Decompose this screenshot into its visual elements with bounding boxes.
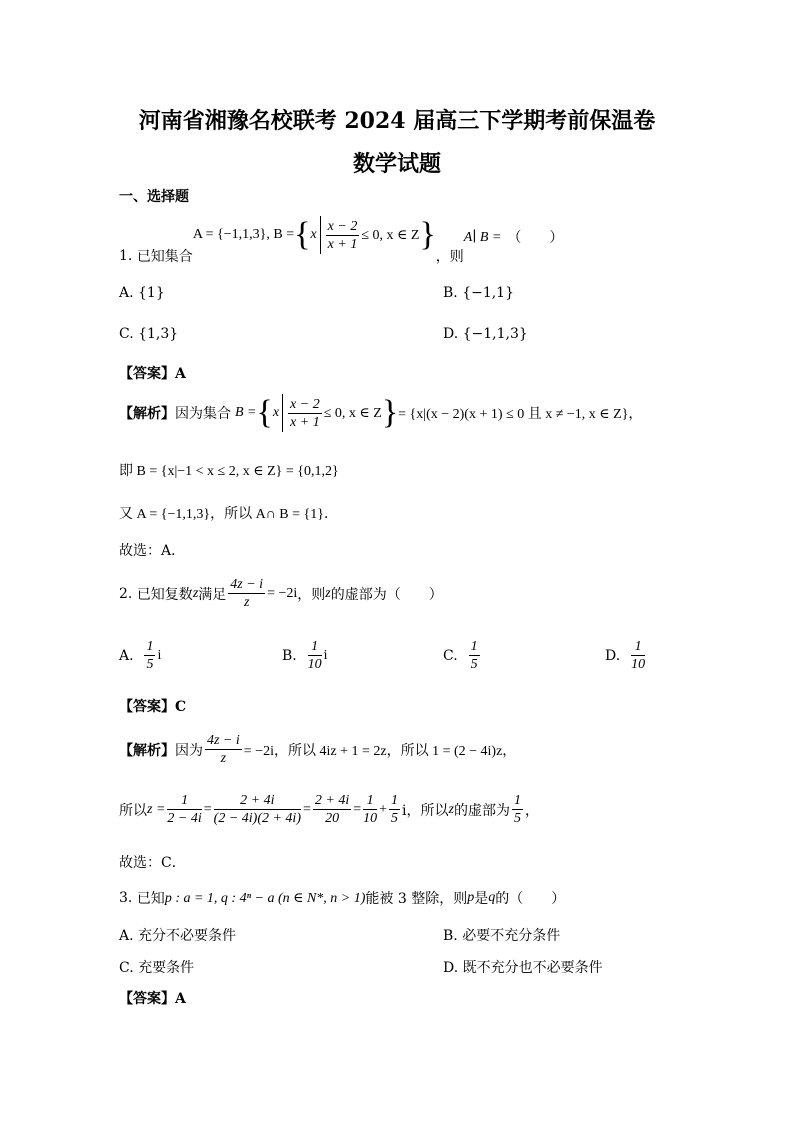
fraction-denominator: 2 − 4i xyxy=(167,811,202,826)
analysis-text: 所以 xyxy=(119,802,147,819)
fraction-denominator: x + 1 xyxy=(327,236,358,252)
analysis-text: z = xyxy=(147,801,166,817)
fraction-denominator: z xyxy=(243,595,250,610)
option-c xyxy=(443,638,482,673)
question-text: 的虚部为（ ） xyxy=(330,586,443,603)
question-text: 已知复数 xyxy=(136,586,193,603)
var-q: q xyxy=(488,890,496,905)
fraction-numerator: x − 2 xyxy=(327,218,358,234)
question-3 xyxy=(119,888,565,908)
fraction-denominator: 5 xyxy=(513,811,521,826)
answer-paren: （ ） xyxy=(507,230,564,246)
set-b: B = xyxy=(235,405,257,420)
fraction xyxy=(205,732,242,767)
fraction-denominator: 20 xyxy=(325,811,340,826)
analysis-label: 【解析】 xyxy=(119,406,175,422)
analysis-line-3: 又 A = {−1,1,3}，所以 A∩ B = {1}． xyxy=(119,507,338,522)
analysis-result: = {x|(x − 2)(x + 1) ≤ 0 且 x ≠ −1, x ∈ Z}， xyxy=(398,407,643,422)
conclusion-1: 故选：A． xyxy=(119,543,186,559)
option-a: A. {1} xyxy=(119,285,165,301)
imaginary-unit: i xyxy=(157,647,162,663)
fraction-denominator: 5 xyxy=(391,811,399,826)
var-z: z xyxy=(325,585,331,601)
fraction-numerator: 4z − i xyxy=(207,733,240,748)
analysis-2 xyxy=(119,732,516,767)
fraction-denominator: x + 1 xyxy=(290,414,320,430)
condition: ≤ 0, x ∈ Z xyxy=(323,405,382,421)
fraction-numerator: 2 + 4i xyxy=(314,793,350,808)
analysis-text: = −2i，所以 4iz + 1 = 2z，所以 1 = (2 − 4i)z， xyxy=(243,743,517,759)
document-title: 河南省湘豫名校联考 2024 届高三下学期考前保温卷 xyxy=(138,108,656,134)
fraction-numerator: 1 xyxy=(363,792,377,810)
question-1: 1. 已知集合 A = {−1,1,3} , B = { x $\frac{x - 2}{x + 1}$ ≤ 0, x ∈ Z } ，则 A∣ B = （ ） xyxy=(119,216,564,265)
fraction xyxy=(228,576,265,611)
question-text: ，则 xyxy=(297,586,326,603)
option-label: B. xyxy=(282,647,297,664)
option-label: C. xyxy=(443,647,458,664)
option-b xyxy=(282,638,328,673)
fraction-denominator: 10 xyxy=(363,811,378,826)
question-text: 是 xyxy=(474,891,489,907)
fraction-numerator: 1 xyxy=(167,792,201,810)
var-z: z xyxy=(448,801,454,817)
analysis-1: 【解析】 因为集合 B = { x $\frac{x - 2}{x + 1}$ ≤ 0, x ∈ Z } = {x|(x − 2)(x + 1) ≤ 0 且 x ≠ −1, x ∈ Z}， xyxy=(119,394,643,431)
var-x: x xyxy=(310,227,317,242)
question-text: 能被 3 整除，则 xyxy=(365,891,468,907)
fraction-numerator: 1 xyxy=(631,638,645,656)
fraction-numerator: 4z − i xyxy=(230,577,264,592)
fraction-numerator: 1 xyxy=(308,638,322,656)
question-text: 已知 xyxy=(136,891,165,907)
analysis-text: 因为集合 xyxy=(175,406,231,422)
option-a xyxy=(119,638,161,673)
fraction-numerator: 2 + 4i xyxy=(214,792,301,810)
option-d xyxy=(605,638,647,673)
question-text: 的（ ） xyxy=(495,891,566,907)
question-text: 已知集合 xyxy=(136,249,193,265)
option-d: D. {−1,1,3} xyxy=(443,326,528,342)
question-then: ，则 xyxy=(435,249,464,265)
analysis-line-2: 即 B = {x|−1 < x ≤ 2, x ∈ Z} = {0,1,2} xyxy=(119,464,339,479)
question-number: 3. xyxy=(119,890,133,906)
fraction-denominator: 10 xyxy=(631,657,646,672)
fraction-denominator: z xyxy=(220,751,227,766)
fraction-numerator: 1 xyxy=(146,639,154,654)
fraction-denominator: 10 xyxy=(307,657,322,672)
answer-1: 【答案】A xyxy=(119,366,186,382)
section-heading: 一、选择题 xyxy=(119,189,189,205)
question-text: 满足 xyxy=(198,586,227,603)
option-b: B. 必要不充分条件 xyxy=(443,928,561,944)
document-subtitle: 数学试题 xyxy=(352,151,441,177)
option-d: D. 既不充分也不必要条件 xyxy=(443,960,603,976)
condition: ≤ 0, x ∈ Z xyxy=(361,227,420,243)
fraction xyxy=(288,396,322,431)
analysis-text: 因为 xyxy=(175,742,203,759)
expression: A∣ B = xyxy=(463,229,502,245)
fraction-denominator: (2 − 4i)(2 + 4i) xyxy=(213,811,301,826)
fraction-numerator: x − 2 xyxy=(290,396,320,412)
equation: = −2i xyxy=(267,585,298,601)
fraction xyxy=(326,218,360,253)
set-a: A = {−1,1,3} xyxy=(192,227,267,242)
question-number: 2. xyxy=(119,585,133,602)
fraction-numerator: 1 xyxy=(391,793,399,808)
option-a: A. 充分不必要条件 xyxy=(119,928,237,944)
option-c: C. {1,3} xyxy=(119,326,179,342)
option-label: D. xyxy=(605,647,621,664)
option-label: A. xyxy=(119,647,134,664)
var-p: p xyxy=(467,890,475,905)
answer-2: 【答案】C xyxy=(119,699,187,715)
answer-3: 【答案】A xyxy=(119,991,186,1007)
fraction-denominator: 5 xyxy=(470,657,478,672)
set-b-lead: , B = xyxy=(266,227,295,242)
fraction-denominator: 5 xyxy=(146,657,154,672)
conclusion-2: 故选：C． xyxy=(119,855,186,871)
analysis-label: 【解析】 xyxy=(119,742,175,759)
analysis-text: i，所以 xyxy=(402,802,449,819)
var-x: x xyxy=(272,405,280,420)
analysis-2-line-2: 所以 z = $\frac{1}{2 - 4i}$ = $\frac{2 + 4i}{(2 - 4i)(2 + 4i)}$ = $\frac{2 + 4i}{20}$ = $\frac{1}{10}$ + $\frac{1}{5}$ i，所以 z 的虚部为 $\frac{1}{5}$ ， xyxy=(119,793,539,826)
analysis-text: 的虚部为 xyxy=(453,802,510,819)
fraction-numerator: 1 xyxy=(470,639,478,654)
option-c: C. 充要条件 xyxy=(119,960,195,976)
condition-math: p : a = 1, q : 4ⁿ − a (n ∈ N*, n > 1) xyxy=(164,890,366,906)
imaginary-unit: i xyxy=(323,647,328,663)
question-number: 1. xyxy=(119,248,133,264)
option-b: B. {−1,1} xyxy=(443,285,514,301)
analysis-text: ， xyxy=(524,802,539,819)
fraction-numerator: 1 xyxy=(513,793,521,808)
var-z: z xyxy=(192,585,199,601)
question-2 xyxy=(119,576,443,611)
